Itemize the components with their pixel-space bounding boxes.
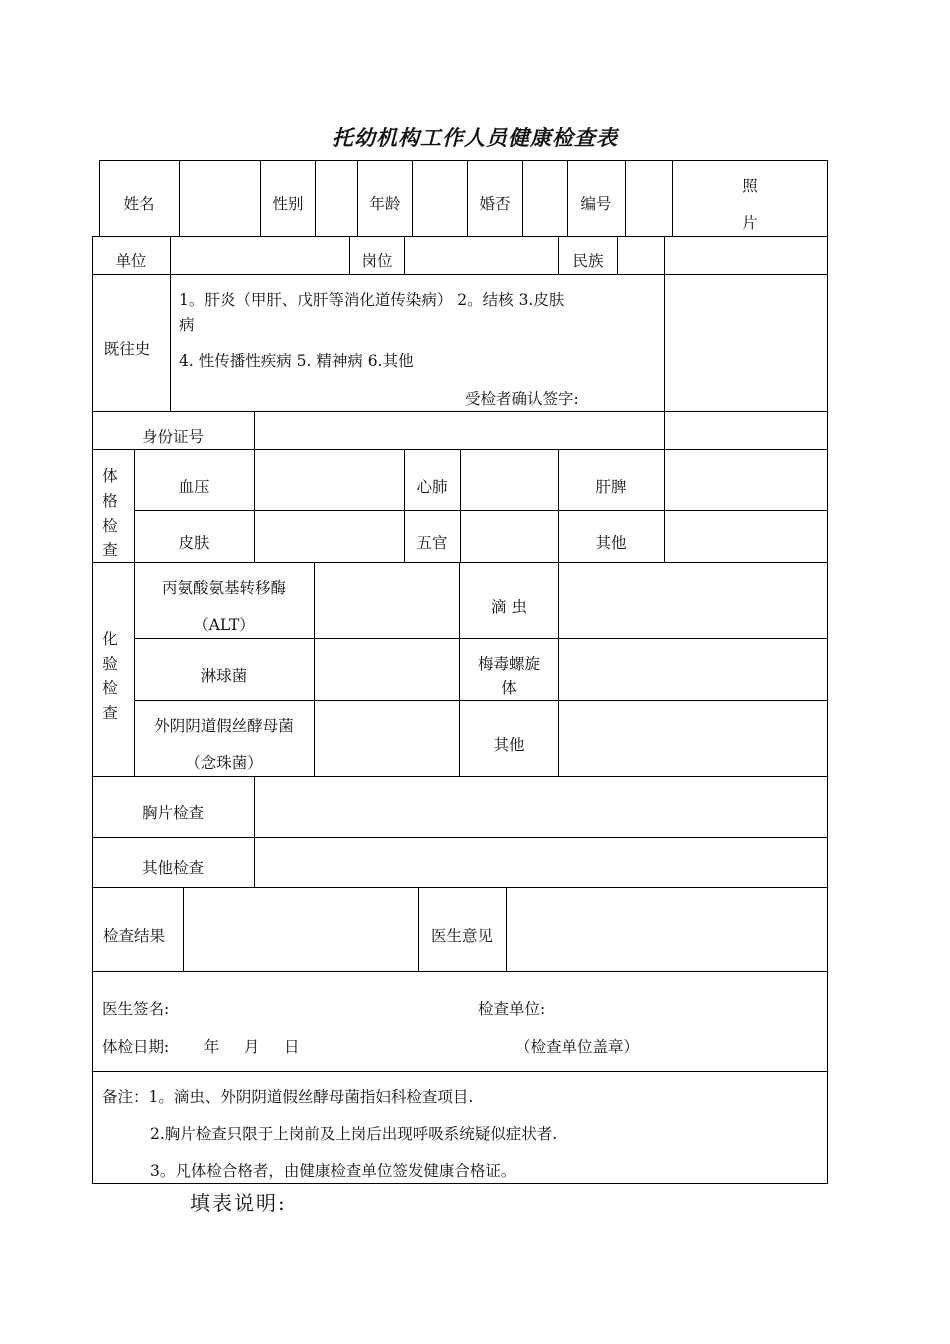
table-line [558,236,559,274]
table-line [92,411,828,412]
table-line [827,160,828,1183]
photo-label-1: 照 [742,177,758,195]
physical-char-3: 检 [102,517,118,535]
table-line [349,236,350,274]
table-line [170,274,171,411]
table-line [99,160,100,236]
name-label: 姓名 [123,195,155,213]
table-line [664,274,665,411]
table-line [99,160,828,161]
table-line [558,562,559,776]
note-1: 备注：1。滴虫、外阴阴道假丝酵母菌指妇科检查项目. [102,1088,474,1106]
table-line [404,449,405,562]
table-line [92,776,828,777]
other-exam-label: 其他检查 [141,859,205,877]
table-line [617,236,618,274]
history-label: 既往史 [103,340,151,358]
photo-label-2: 片 [742,214,758,232]
heart-lung-label: 心肺 [416,478,448,496]
table-line [254,449,255,562]
facial-label: 五官 [416,534,448,552]
table-line [357,160,358,236]
note-3: 3。凡体检合格者，由健康检查单位签发健康合格证。 [150,1162,517,1180]
table-line [460,449,461,562]
post-label: 岗位 [361,252,393,270]
table-line [664,449,665,562]
lab-char-3: 检 [102,679,118,697]
candida-label-1: 外阴阴道假丝酵母菌 [154,717,294,735]
table-line [92,236,93,1183]
physical-char-1: 体 [102,467,118,485]
result-label: 检查结果 [102,927,166,945]
physical-char-2: 格 [102,492,118,510]
table-line [92,837,828,838]
table-line [134,510,828,511]
age-label: 年龄 [369,195,401,213]
table-line [92,562,828,563]
history-line-1: 1。肝炎（甲肝、戊肝等消化道传染病） 2。结核 3.皮肤 [179,291,565,309]
history-line-2: 4. 性传播性疾病 5. 精神病 6.其他 [179,352,414,370]
skin-label: 皮肤 [178,534,210,552]
form-title: 托幼机构工作人员健康检查表 [332,125,618,150]
alt-label-2: （ALT） [193,616,255,634]
table-line [315,160,316,236]
syphilis-label-2: 体 [501,679,517,697]
table-line [92,1183,828,1184]
table-line [179,160,180,236]
table-line [558,449,559,562]
note-2: 2.胸片检查只限于上岗前及上岗后出现呼吸系统疑似症状者. [150,1125,558,1143]
table-line [506,887,507,971]
candida-label-2: （念珠菌） [185,754,263,772]
table-line [260,160,261,236]
doctor-signature-label: 医生签名: [102,1000,170,1018]
instructions-heading: 填表说明: [190,1191,287,1215]
blood-pressure-label: 血压 [178,478,210,496]
id-label: 身份证号 [141,428,205,446]
signature-label: 受检者确认签字: [465,390,579,408]
table-line [418,887,419,971]
table-line [522,160,523,236]
doctor-opinion-label: 医生意见 [430,927,494,945]
alt-label-1: 丙氨酸氨基转移酶 [161,579,287,597]
table-line [92,274,828,275]
unit-label: 单位 [115,252,147,270]
table-line [459,562,460,776]
table-line [134,562,135,776]
physical-char-4: 查 [102,541,118,559]
history-line-1b: 病 [179,316,195,334]
table-line [92,1071,828,1072]
exam-unit-label: 检查单位: [478,1000,546,1018]
married-label: 婚否 [479,195,511,213]
table-line [134,700,828,701]
table-line [92,887,828,888]
liver-spleen-label: 肝脾 [595,478,627,496]
table-line [567,160,568,236]
table-line [254,776,255,887]
physical-other-label: 其他 [595,534,627,552]
table-line [254,411,255,449]
table-line [664,411,665,449]
syphilis-label-1: 梅毒螺旋 [477,655,541,673]
table-line [92,971,828,972]
lab-char-1: 化 [102,630,118,648]
lab-char-2: 验 [102,655,118,673]
gonococcus-label: 淋球菌 [200,667,248,685]
lab-other-label: 其他 [493,736,525,754]
table-line [664,236,665,274]
table-line [672,160,673,236]
table-line [183,887,184,971]
lab-char-4: 查 [102,704,118,722]
chest-xray-label: 胸片检查 [141,804,205,822]
table-line [412,160,413,236]
table-line [625,160,626,236]
table-line [404,236,405,274]
table-line [170,236,171,274]
trichomonas-label: 滴 虫 [491,598,527,616]
stamp-label: （检查单位盖章） [515,1038,640,1056]
exam-date-label: 体检日期: 年 月 日 [102,1038,300,1056]
number-label: 编号 [580,195,612,213]
table-line [134,638,828,639]
ethnicity-label: 民族 [572,252,604,270]
gender-label: 性别 [272,195,304,213]
table-line [314,562,315,776]
table-line [467,160,468,236]
table-line [92,236,828,237]
table-line [134,449,135,562]
